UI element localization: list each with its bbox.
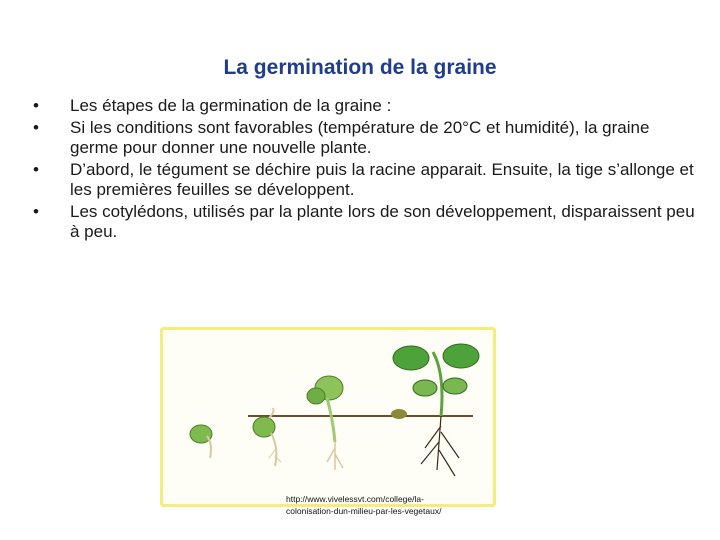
stage-3-seedling xyxy=(307,376,343,470)
bullet-icon: • xyxy=(33,117,39,137)
source-url-line-2: colonisation-dun-milieu-par-les-vegetaux/ xyxy=(286,506,442,516)
bullet-list xyxy=(30,96,700,244)
bullet-item xyxy=(30,96,700,117)
stage-4-seed xyxy=(391,409,407,419)
germination-stages-illustration xyxy=(163,330,493,504)
bullet-icon: • xyxy=(33,201,39,221)
bullet-text: Les cotylédons, utilisés par la plante lors de son développement, disparaissent peu à peu. xyxy=(70,201,695,241)
bullet-icon: • xyxy=(33,159,39,179)
bullet-text: D’abord, le tégument se déchire puis la racine apparait. Ensuite, la tige s’allonge et les premières feuilles se développent. xyxy=(70,159,694,199)
stage-1-seed xyxy=(190,425,212,458)
bullet-item xyxy=(30,160,700,201)
source-url-line-1: http://www.vivelessvt.com/college/la- xyxy=(286,494,424,504)
bullet-item xyxy=(30,118,700,159)
bullet-item xyxy=(30,202,700,243)
bullet-icon: • xyxy=(33,96,39,115)
image-source-caption xyxy=(286,493,486,517)
bullet-text: Si les conditions sont favorables (température de 20°C et humidité), la graine germe pour donner une nouvelle plante. xyxy=(70,117,650,157)
bullet-text: Les étapes de la germination de la graine : xyxy=(70,96,392,115)
germination-figure xyxy=(160,327,496,507)
stage-5-plant xyxy=(393,344,479,476)
page-title: La germination de la graine xyxy=(223,56,497,79)
